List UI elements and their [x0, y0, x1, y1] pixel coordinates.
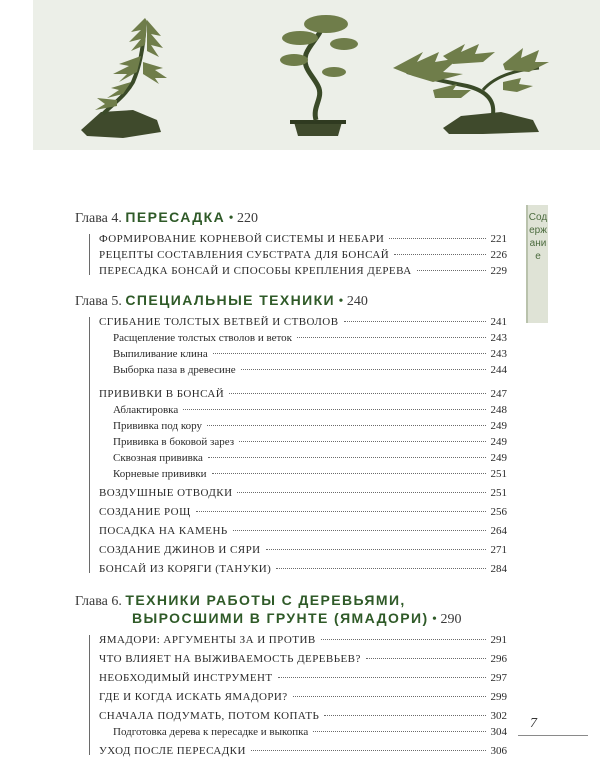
entry-page: 241 — [490, 316, 507, 328]
toc-entry[interactable] — [99, 523, 507, 539]
toc-entry[interactable] — [99, 314, 507, 330]
leader-dots — [233, 530, 486, 531]
entry-page: 243 — [490, 348, 507, 360]
entry-label: ФОРМИРОВАНИЕ КОРНЕВОЙ СИСТЕМЫ И НЕБАРИ — [99, 233, 385, 245]
toc-entry[interactable] — [99, 708, 507, 724]
leader-dots — [251, 750, 486, 751]
leader-dots — [313, 731, 485, 732]
entry-page: 229 — [490, 265, 507, 277]
entry-label: СОЗДАНИЕ ДЖИНОВ И СЯРИ — [99, 544, 261, 556]
bonsai-illustration-pot — [258, 10, 378, 140]
chapter-heading[interactable] — [75, 209, 507, 227]
chapter-separator: • — [338, 294, 344, 309]
entry-label: Выборка паза в древесине — [113, 364, 236, 376]
leader-dots — [207, 425, 486, 426]
leader-dots — [213, 353, 486, 354]
entry-label: СНАЧАЛА ПОДУМАТЬ, ПОТОМ КОПАТЬ — [99, 710, 320, 722]
entry-label: РЕЦЕПТЫ СОСТАВЛЕНИЯ СУБСТРАТА ДЛЯ БОНСАЙ — [99, 249, 390, 261]
leader-dots — [344, 321, 486, 322]
entry-label: ПОСАДКА НА КАМЕНЬ — [99, 525, 228, 537]
entry-label: Аблактировка — [113, 404, 179, 416]
entry-page: 249 — [490, 420, 507, 432]
contents-side-tab — [526, 205, 548, 323]
leader-dots — [212, 473, 486, 474]
toc-subentry[interactable] — [113, 402, 507, 418]
entry-label: Прививка под кору — [113, 420, 202, 432]
chapter-heading-line2 — [75, 610, 507, 628]
leader-dots — [208, 457, 486, 458]
entry-page: 291 — [490, 634, 507, 646]
page-number: 7 — [530, 716, 537, 731]
bonsai-illustration-slanting — [73, 12, 183, 140]
chapter-prefix: Глава 6. — [75, 594, 122, 609]
entry-label: ЯМАДОРИ: АРГУМЕНТЫ ЗА И ПРОТИВ — [99, 634, 316, 646]
chapter-title: ТЕХНИКИ РАБОТЫ С ДЕРЕВЬЯМИ, — [125, 592, 406, 608]
leader-dots — [278, 677, 486, 678]
leader-dots — [389, 238, 485, 239]
chapter-prefix: Глава 4. — [75, 211, 122, 226]
toc-entry[interactable] — [99, 689, 507, 705]
entry-page: 249 — [490, 452, 507, 464]
toc-entry[interactable] — [99, 542, 507, 558]
entry-label: Прививка в боковой зарез — [113, 436, 235, 448]
toc-entry[interactable] — [99, 263, 507, 279]
entry-page: 247 — [490, 388, 507, 400]
entry-page: 271 — [490, 544, 507, 556]
entry-page: 296 — [490, 653, 507, 665]
entry-page: 251 — [490, 487, 507, 499]
chapter-page: 220 — [237, 211, 258, 226]
leader-dots — [196, 511, 486, 512]
entry-label: Сквозная прививка — [113, 452, 203, 464]
leader-dots — [239, 441, 485, 442]
toc-entry[interactable] — [99, 561, 507, 577]
entry-label: БОНСАЙ ИЗ КОРЯГИ (ТАНУКИ) — [99, 563, 272, 575]
entry-label: ЧТО ВЛИЯЕТ НА ВЫЖИВАЕМОСТЬ ДЕРЕВЬЕВ? — [99, 653, 361, 665]
entry-page: 251 — [490, 468, 507, 480]
entry-page: 264 — [490, 525, 507, 537]
toc-entry[interactable] — [99, 485, 507, 501]
entry-page: 243 — [490, 332, 507, 344]
chapter-title: СПЕЦИАЛЬНЫЕ ТЕХНИКИ — [125, 292, 336, 308]
leader-dots — [241, 369, 486, 370]
toc-subentry[interactable] — [113, 330, 507, 346]
toc-group — [89, 314, 507, 577]
leader-dots — [297, 337, 486, 338]
toc-entry[interactable] — [99, 670, 507, 686]
toc-subentry[interactable] — [113, 450, 507, 466]
bonsai-illustration-horizontal — [383, 28, 563, 136]
entry-page: 221 — [490, 233, 507, 245]
entry-page: 249 — [490, 436, 507, 448]
chapter-heading[interactable] — [75, 592, 507, 610]
leader-dots — [417, 270, 486, 271]
entry-label: ГДЕ И КОГДА ИСКАТЬ ЯМАДОРИ? — [99, 691, 288, 703]
toc-entry[interactable] — [99, 632, 507, 648]
illustration-banner — [33, 0, 600, 150]
toc-group — [89, 632, 507, 759]
entry-label: Выпиливание клина — [113, 348, 208, 360]
entry-label: Расщепление толстых стволов и веток — [113, 332, 292, 344]
entry-page: 284 — [490, 563, 507, 575]
entry-page: 306 — [490, 745, 507, 757]
entry-label: УХОД ПОСЛЕ ПЕРЕСАДКИ — [99, 745, 246, 757]
entry-page: 226 — [490, 249, 507, 261]
chapter-separator: • — [228, 211, 234, 226]
leader-dots — [237, 492, 485, 493]
leader-dots — [394, 254, 485, 255]
toc-subentry[interactable] — [113, 434, 507, 450]
leader-dots — [321, 639, 486, 640]
entry-page: 299 — [490, 691, 507, 703]
chapter-heading[interactable] — [75, 292, 507, 310]
leader-dots — [229, 393, 485, 394]
leader-dots — [276, 568, 485, 569]
toc-subentry[interactable] — [113, 362, 507, 378]
toc-subentry[interactable] — [113, 418, 507, 434]
side-tab-label: Содержание — [528, 212, 548, 262]
toc-entry[interactable] — [99, 386, 507, 402]
entry-label: СГИБАНИЕ ТОЛСТЫХ ВЕТВЕЙ И СТВОЛОВ — [99, 316, 339, 328]
toc-entry[interactable] — [99, 247, 507, 263]
chapter-page: 240 — [346, 294, 368, 309]
leader-dots — [366, 658, 486, 659]
table-of-contents — [75, 205, 507, 759]
chapter-title: ПЕРЕСАДКА — [125, 209, 226, 225]
toc-entry[interactable] — [99, 651, 507, 667]
toc-group — [89, 231, 507, 279]
entry-label: НЕОБХОДИМЫЙ ИНСТРУМЕНТ — [99, 672, 273, 684]
chapter-title-line2: ВЫРОСШИМИ В ГРУНТЕ (ЯМАДОРИ) — [132, 610, 429, 626]
leader-dots — [183, 409, 485, 410]
entry-page: 244 — [490, 364, 507, 376]
entry-page: 302 — [490, 710, 507, 722]
chapter-separator: • — [432, 612, 437, 627]
toc-entry[interactable] — [99, 743, 507, 759]
leader-dots — [324, 715, 485, 716]
entry-page: 248 — [490, 404, 507, 416]
toc-entry[interactable] — [99, 504, 507, 520]
entry-label: Подготовка дерева к пересадке и выкопка — [113, 726, 309, 738]
entry-page: 256 — [490, 506, 507, 518]
toc-entry[interactable] — [99, 231, 507, 247]
leader-dots — [266, 549, 486, 550]
chapter-page: 290 — [440, 612, 462, 627]
entry-label: ВОЗДУШНЫЕ ОТВОДКИ — [99, 487, 233, 499]
chapter-prefix: Глава 5. — [75, 294, 122, 309]
toc-subentry[interactable] — [113, 466, 507, 482]
entry-page: 297 — [490, 672, 507, 684]
toc-subentry[interactable] — [113, 724, 507, 740]
entry-page: 304 — [490, 726, 507, 738]
entry-label: СОЗДАНИЕ РОЩ — [99, 506, 191, 518]
entry-label: ПЕРЕСАДКА БОНСАЙ И СПОСОБЫ КРЕПЛЕНИЯ ДЕРЕВА — [99, 265, 412, 277]
entry-label: ПРИВИВКИ В БОНСАЙ — [99, 388, 225, 400]
entry-label: Корневые прививки — [113, 468, 207, 480]
leader-dots — [293, 696, 486, 697]
toc-subentry[interactable] — [113, 346, 507, 362]
